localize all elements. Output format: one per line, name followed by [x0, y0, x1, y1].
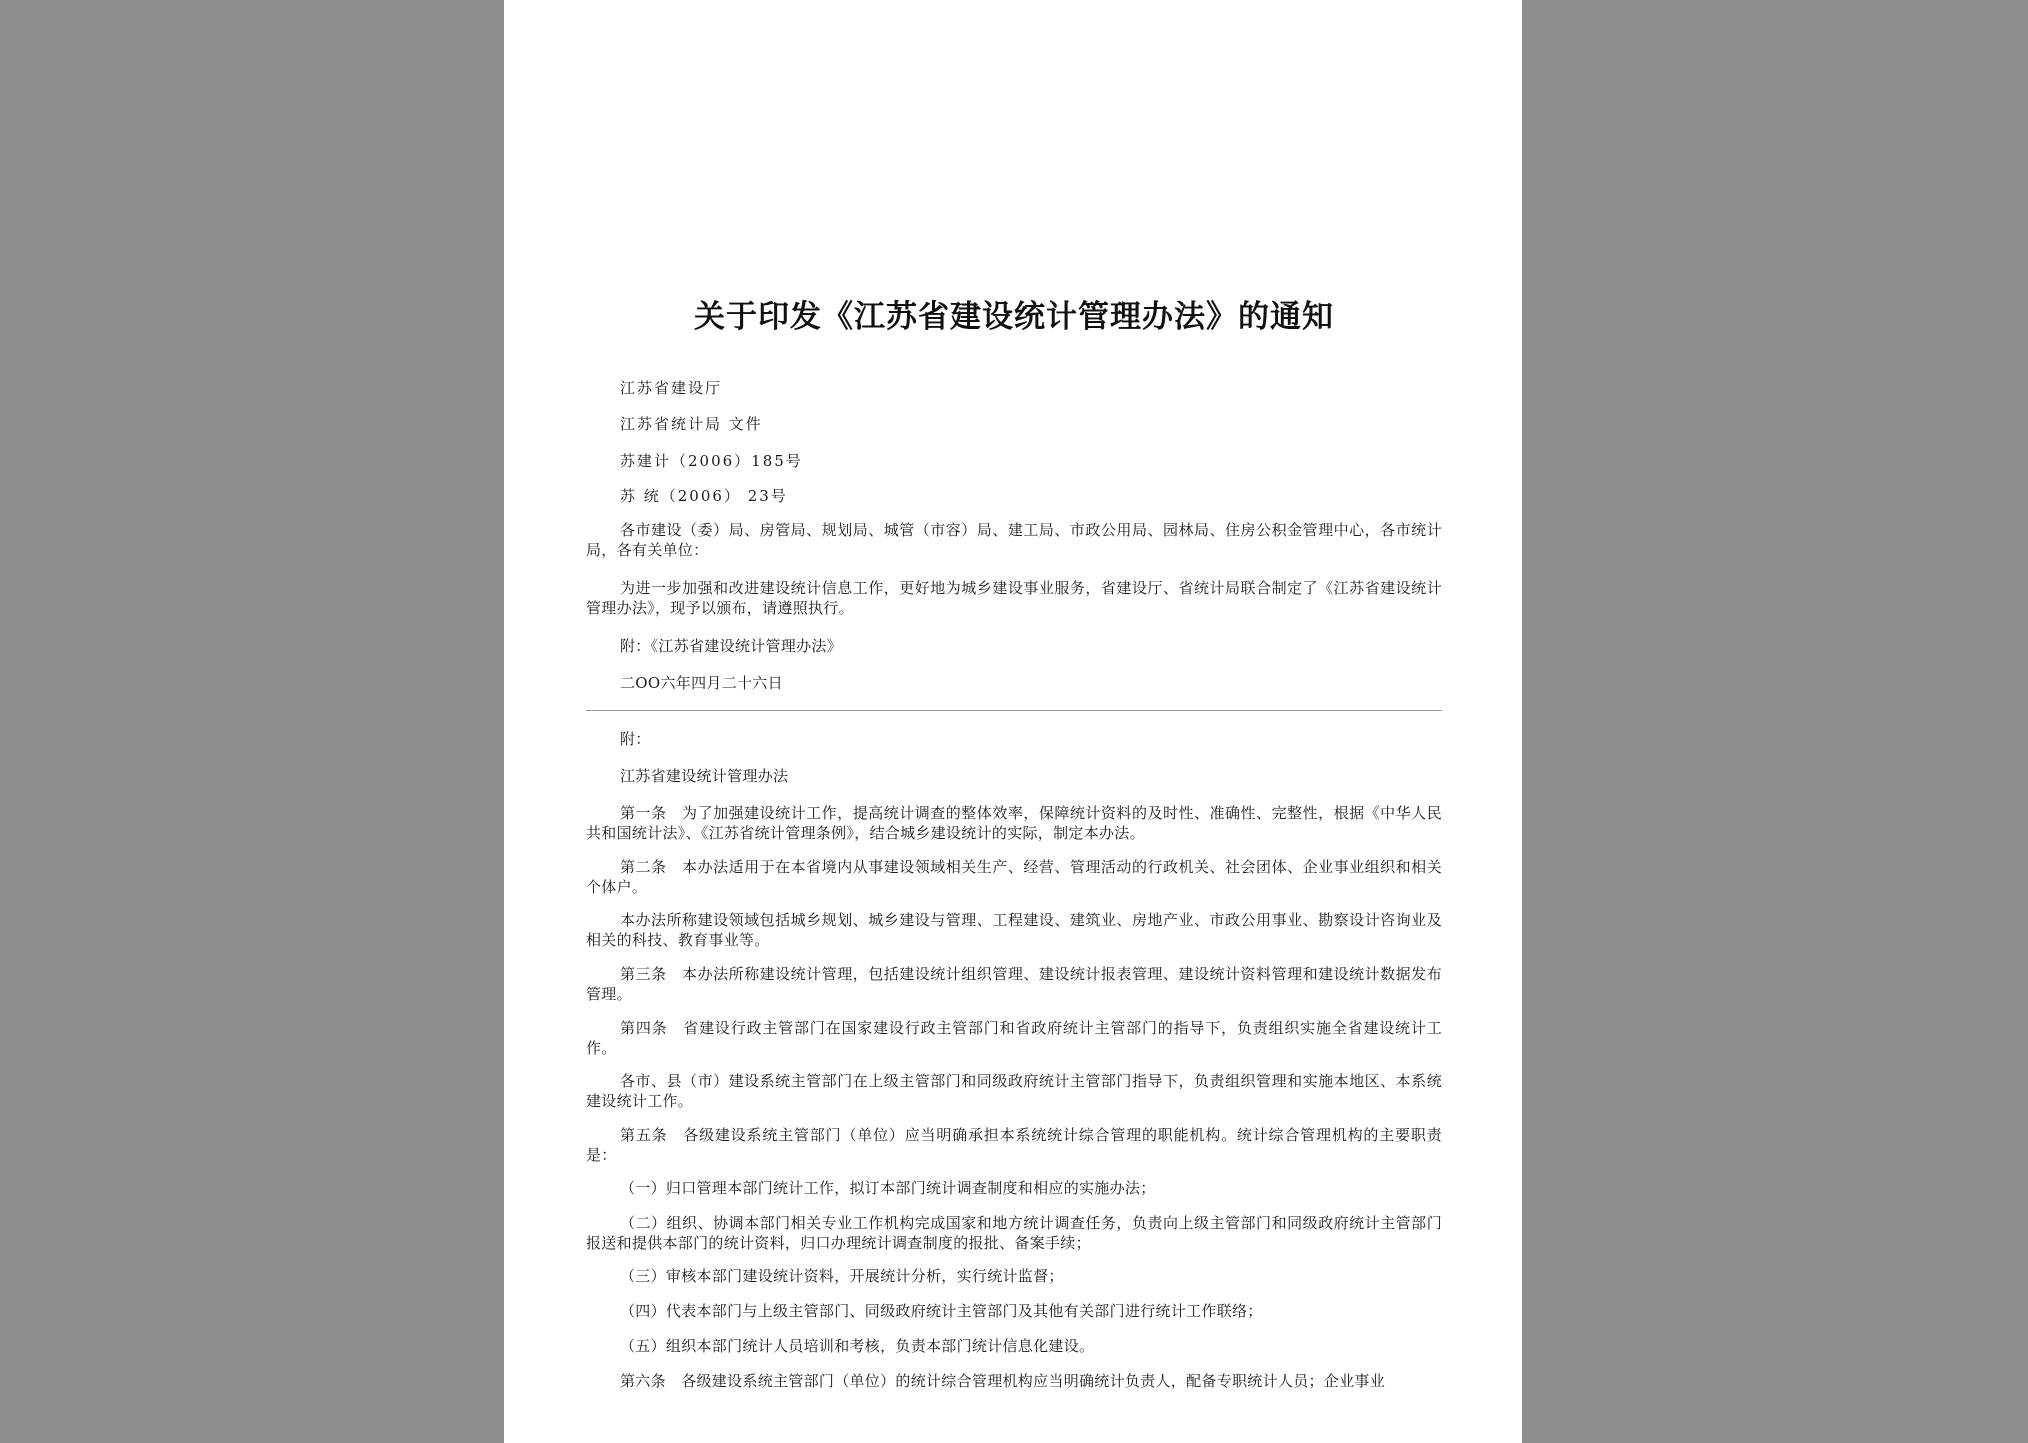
attachment-title: 江苏省建设统计管理办法: [620, 767, 789, 785]
issuer-line: 江苏省建设厅: [620, 379, 723, 397]
list-item: （五）组织本部门统计人员培训和考核，负责本部门统计信息化建设。: [620, 1337, 1095, 1355]
body-paragraph: 为进一步加强和改进建设统计信息工作，更好地为城乡建设事业服务，省建设厅、省统计局联合制定了《江苏省建设统计管理办法》，现予以颁布，请遵照执行。: [586, 579, 1442, 617]
list-item: （四）代表本部门与上级主管部门、同级政府统计主管部门及其他有关部门进行统计工作联络；: [620, 1302, 1263, 1320]
list-item: （一）归口管理本部门统计工作，拟订本部门统计调查制度和相应的实施办法；: [620, 1179, 1156, 1197]
article-paragraph: 第二条 本办法适用于在本省境内从事建设领域相关生产、经营、管理活动的行政机关、社会团体、企业事业组织和相关个体户。: [586, 858, 1442, 896]
doc-number: 苏 统（2006） 23号: [620, 487, 788, 505]
document-title: 关于印发《江苏省建设统计管理办法》的通知: [694, 299, 1334, 335]
article-paragraph: 本办法所称建设领域包括城乡规划、城乡建设与管理、工程建设、建筑业、房地产业、市政公用事业、勘察设计咨询业及相关的科技、教育事业等。: [586, 911, 1442, 949]
article-paragraph: 第六条 各级建设系统主管部门（单位）的统计综合管理机构应当明确统计负责人，配备专职统计人员；企业事业: [620, 1372, 1386, 1390]
issuer-line: 江苏省统计局 文件: [620, 415, 763, 433]
attachment-label: 附：: [620, 730, 651, 748]
article-paragraph: 各市、县（市）建设系统主管部门在上级主管部门和同级政府统计主管部门指导下，负责组织管理和实施本地区、本系统建设统计工作。: [586, 1072, 1442, 1110]
article-paragraph: 第一条 为了加强建设统计工作，提高统计调查的整体效率，保障统计资料的及时性、准确性、完整性，根据《中华人民共和国统计法》、《江苏省统计管理条例》，结合城乡建设统计的实际，制定本办法。: [586, 804, 1442, 842]
doc-number: 苏建计（2006）185号: [620, 452, 803, 470]
attachment-note: 附：《江苏省建设统计管理办法》: [620, 637, 843, 655]
article-paragraph: 第三条 本办法所称建设统计管理，包括建设统计组织管理、建设统计报表管理、建设统计资料管理和建设统计数据发布管理。: [586, 965, 1442, 1003]
article-paragraph: 第四条 省建设行政主管部门在国家建设行政主管部门和省政府统计主管部门的指导下，负责组织实施全省建设统计工作。: [586, 1019, 1442, 1057]
list-item: （三）审核本部门建设统计资料，开展统计分析，实行统计监督；: [620, 1267, 1064, 1285]
section-divider: [586, 710, 1442, 711]
list-item: （二）组织、协调本部门相关专业工作机构完成国家和地方统计调查任务，负责向上级主管部门和同级政府统计主管部门报送和提供本部门的统计资料，归口办理统计调查制度的报批、备案手续；: [586, 1214, 1442, 1252]
article-paragraph: 第五条 各级建设系统主管部门（单位）应当明确承担本系统统计综合管理的职能机构。统计综合管理机构的主要职责是：: [586, 1126, 1442, 1164]
document-date: 二OO六年四月二十六日: [620, 674, 783, 692]
document-page: [504, 0, 1522, 1443]
addressee: 各市建设（委）局、房管局、规划局、城管（市容）局、建工局、市政公用局、园林局、住房公积金管理中心，各市统计局，各有关单位：: [586, 521, 1442, 559]
